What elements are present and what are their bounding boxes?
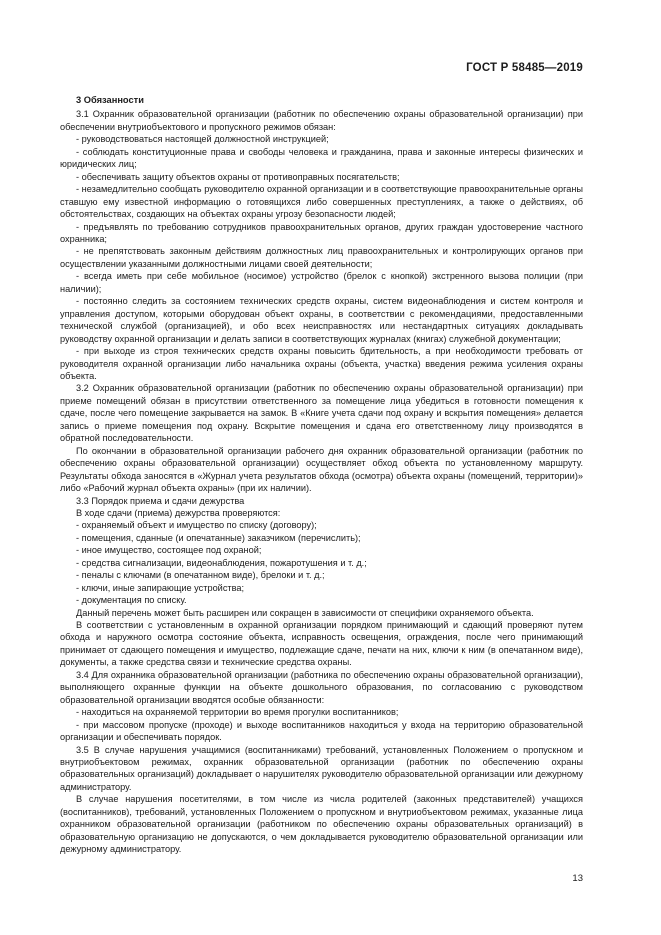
list-item: - соблюдать конституционные права и свободы человека и гражданина, права и законные интересы физических и юридических лиц; [60, 146, 583, 170]
paragraph: 3.5 В случае нарушения учащимися (воспитанниками) требований, установленных Положением о пропускном и внутриобъектовом режимах, охранник образовательной организации (работник по обеспечению охраны образовательных организаций) докладывает о нарушителях руководителю образовательной организации или дежурному администратору. [60, 744, 583, 792]
page-number: 13 [572, 873, 583, 884]
section-title: 3 Обязанности [76, 95, 144, 105]
list-item: - ключи, иные запирающие устройства; [76, 582, 245, 593]
list-item: - всегда иметь при себе мобильное (носимое) устройство (брелок с кнопкой) экстренного вызова полиции (при наличии); [60, 271, 583, 294]
paragraph: 3.1 Охранник образовательной организации (работник по обеспечению охраны образовательной организации) при обеспечении внутриобъектового и пропускного режимов обязан: [60, 109, 583, 132]
list-item: - при массовом пропуске (проходе) и выходе воспитанников находиться у входа на территорию образовательной организации и обеспечивать порядок. [60, 719, 583, 743]
paragraph: Данный перечень может быть расширен или сокращен в зависимости от специфики охраняемого объекта. [76, 607, 534, 618]
list-item: - документация по списку. [76, 595, 187, 606]
list-item: - при выходе из строя технических средств охраны повысить бдительность, а при необходимости требовать от руководителя охранной организации либо начальника охраны (объекта, участка) введения режима усиления охраны объекта. [60, 346, 583, 381]
list-item: - незамедлительно сообщать руководителю охранной организации и в соответствующие правоохранительные органы ставшую ему известной информацию о готовящихся либо совершенных преступлениях, а также о действиях, об обстоятельствах, создающих на объектах охраны угрозу безопасности людей; [60, 184, 583, 220]
list-item: - средства сигнализации, видеонаблюдения, пожаротушения и т. д.; [76, 557, 367, 568]
paragraph: В случае нарушения посетителями, в том числе из числа родителей (законных представителей) учащихся (воспитанников), требований, установленных Положением о пропускном и внутриобъектовом режимах, указанные лица охранником образовательной организации (работником по обеспечению охраны образовательных организаций) в образовательную организацию не допускаются, о чем докладывается руководителю образовательной организации или дежурному администратору. [60, 794, 583, 855]
list-item: - иное имущество, состоящее под охраной; [76, 545, 262, 556]
list-item: - руководствоваться настоящей должностной инструкцией; [76, 134, 329, 145]
paragraph: 3.4 Для охранника образовательной организации (работника по обеспечению охраны образовательной организации), выполняющего охранные функции на объекте дошкольного образования, по согласованию с руководством образовательной организации вводятся особые обязанности: [60, 669, 583, 705]
list-item: - обеспечивать защиту объектов охраны от противоправных посягательств; [76, 171, 400, 182]
list-item: - пеналы с ключами (в опечатанном виде), брелоки и т. д.; [76, 570, 325, 581]
page-body [60, 94, 583, 856]
paragraph: В ходе сдачи (приема) дежурства проверяются: [76, 507, 281, 518]
standard-id: ГОСТ Р 58485—2019 [466, 62, 583, 74]
list-item: - охраняемый объект и имущество по списку (договору); [76, 520, 317, 531]
list-item: - помещения, сданные (и опечатанные) заказчиком (перечислить); [76, 532, 361, 543]
list-item: - находиться на охраняемой территории во время прогулки воспитанников; [76, 707, 399, 718]
list-item: - не препятствовать законным действиям должностных лиц правоохранительных и контролирующих органов при осуществлении указанными должностными лицами своей деятельности; [60, 246, 583, 269]
paragraph: По окончании в образовательной организации рабочего дня охранник образовательной организации (работник по обеспечению охраны образовательной организации) осуществляет обход объекта по установленному маршруту. Результаты обхода заносятся в «Журнал учета результатов обхода (осмотра) объекта охраны (помещений, территории)» либо «Рабочий журнал объекта охраны» (при их наличии). [60, 445, 583, 494]
paragraph: 3.2 Охранник образовательной организации (работник по обеспечению охраны образовательной организации) при приеме помещений обязан в присутствии ответственного за помещение лица убедиться в готовности помещения к сдаче, после чего помещение закрывается на замок. В «Книге учета сдачи под охрану и вскрытия помещения» делается запись о приеме помещения под охрану. Вскрытие помещения и сдача его ответственному лицу производятся в обратной последовательности. [60, 383, 583, 444]
list-item: - постоянно следить за состоянием технических средств охраны, систем видеонаблюдения и систем контроля и управления доступом, которыми оборудован объект охраны, в соответствии с рекомендациями, предоставленными технической службой (организацией), и обо всех неисправностях или нестандартных ситуациях докладывать руководству охранной организации и делать записи в соответствующих журналах (книгах) служебной документации; [60, 296, 583, 344]
paragraph: В соответствии с установленным в охранной организации порядком принимающий и сдающий проверяют путем обхода и наружного осмотра состояние объекта, исправность освещения, ограждения, после чего принимающий принимает от сдающего помещения и имущество, подлежащие сдаче, печати на них, ключи к ним (в опечатанном виде), документы, а также средства связи и технические средства охраны. [60, 620, 583, 668]
subsection-heading: 3.3 Порядок приема и сдачи дежурства [76, 495, 245, 506]
list-item: - предъявлять по требованию сотрудников правоохранительных органов, других граждан удостоверение частного охранника; [60, 221, 583, 244]
